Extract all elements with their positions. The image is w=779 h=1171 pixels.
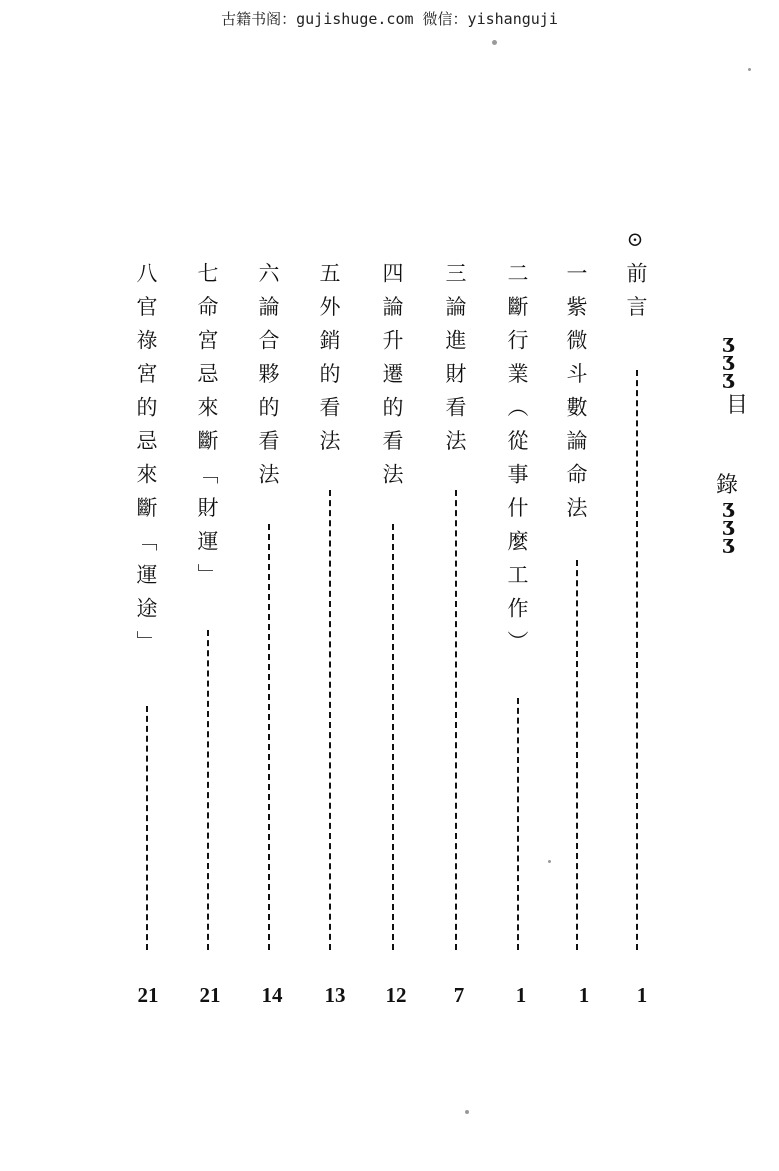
toc-entry-title: 一紫微斗數論命法 — [564, 262, 588, 530]
toc-entry-3[interactable] — [440, 262, 470, 463]
bullet-circle-icon: ⊙ — [626, 227, 644, 251]
dotted-leader — [455, 490, 457, 950]
toc-entry-2[interactable] — [502, 262, 532, 664]
dotted-leader — [517, 698, 519, 950]
toc-entry-title: 六論合夥的看法 — [256, 262, 280, 497]
toc-entry-7[interactable] — [192, 262, 222, 597]
dotted-leader — [207, 630, 209, 950]
toc-entry-5[interactable] — [314, 262, 344, 463]
toc-page-number: 1 — [515, 983, 527, 1007]
toc-entry-title: 前言 — [624, 262, 648, 329]
heading-ornament-top: ʒ ʒ ʒ — [722, 329, 734, 389]
toc-page-number: 21 — [199, 983, 221, 1007]
toc-page-number: 21 — [137, 983, 159, 1007]
dotted-leader — [329, 490, 331, 950]
paper-speck — [492, 40, 497, 45]
heading-ornament-bottom: ʒ ʒ ʒ — [722, 494, 734, 554]
paper-speck — [748, 68, 751, 71]
toc-page-number: 1 — [636, 983, 648, 1007]
toc-entry-6[interactable] — [253, 262, 283, 497]
toc-entry-8[interactable] — [131, 262, 161, 664]
toc-entry-title: 八官祿宮的忌來斷﹁運途﹂ — [134, 262, 158, 664]
toc-page-number: 12 — [385, 983, 407, 1007]
paper-speck — [548, 860, 551, 863]
toc-entry-title: 三論進財看法 — [443, 262, 467, 463]
toc-entry-preface[interactable] — [621, 262, 651, 329]
dotted-leader — [146, 706, 148, 950]
toc-entry-title: 七命宮忌來斷﹁財運﹂ — [195, 262, 219, 597]
toc-entry-title: 四論升遷的看法 — [380, 262, 404, 497]
toc-page-number: 7 — [453, 983, 465, 1007]
heading-char-lu: 錄 — [715, 473, 738, 498]
toc-page-number: 1 — [578, 983, 590, 1007]
toc-entry-title: 五外銷的看法 — [317, 262, 341, 463]
watermark-text: 古籍书阁：gujishuge.com 微信：yishanguji — [221, 10, 558, 28]
toc-entry-title: 二斷行業︵從事什麼工作︶ — [505, 262, 529, 664]
dotted-leader — [576, 560, 578, 950]
heading-char-mu: 目 — [725, 393, 748, 418]
toc-page-number: 14 — [261, 983, 283, 1007]
toc-entry-1[interactable] — [561, 262, 591, 530]
dotted-leader — [268, 524, 270, 950]
toc-entry-4[interactable] — [377, 262, 407, 497]
dotted-leader — [636, 370, 638, 950]
paper-speck — [465, 1110, 469, 1114]
toc-page-number: 13 — [324, 983, 346, 1007]
dotted-leader — [392, 524, 394, 950]
toc-heading — [708, 329, 748, 572]
